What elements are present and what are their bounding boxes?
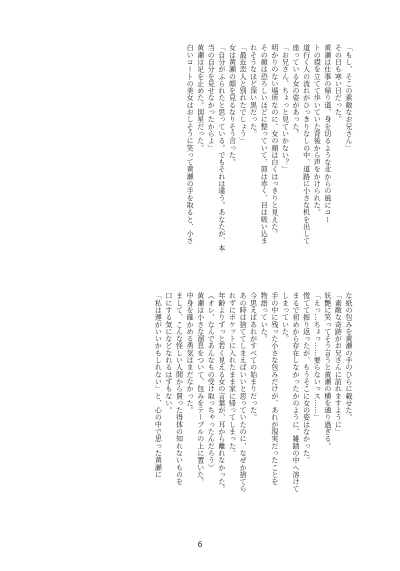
body-text-bottom-section: な紙の包みを黄瀬の手のひらに載せた。 「素敵な奇跡がお兄さんに訪れますように」 妖艶に笑ってそう言うと黄瀬の横を通り過ぎる。 「えっ…ちょっ……要らないっス……」 慌てて振り返ったが、もうそこに女の姿はなかった。 まるで初めから存在しなかったかのように、雑踏の中へ溶けて しまっていた。 手の中に残った小さな包みだけが、あれが現実だったことを 物語っていた。 今思えばあれがすべての始まりだった。 あの時は捨ててしまえばいいと思っていたのに、なぜか捨てら れずにポケットに入れたまま家に帰ってしまった。 年齢よりずっと若く見える女の言葉が、耳から離れなかった。 （オレ、なんであんなもの受け取っちゃったんだろう） 黄瀬は小さな溜息をついて、包みをテーブルの上に置いた。 中身を確かめる勇気はまだなかった。 まして、こんな怪しい人間から買った得体の知れないものを 口にする気になどなれるはずもない。 「私は運がいいかもしれない」と、心の中で思った黄瀬に bbox=[154, 292, 353, 493]
page-number: 6 bbox=[197, 540, 203, 549]
body-text-top-section: 「もし、そこの素敵なお兄さん」 その日も寒い日だった。 黄瀬は仕事の帰り道、身を切るような北からの風にコー トの襟を立てて歩いていた背後から声をかけられた。 道行く人の流れがひっきりなしの中、道路に小さな机を出して 座っている女の姿があった。 「お兄さん、ちょっと見ていかない？」 明かりのない場所なのに、女の顔は白くはっきりと見えた。 その顔は恐ろしいほどに整っていて、唇は赤く、目は吸い込ま れそうなほど深い黒だった。 「最近恋人と別れたでしょう」 女は黄瀬の顔を見るなりそう言った。 「自分がふられたと思っている。でもそれは違う。あなたが、本 当の自分を見せなかったからよ」 黄瀬は足を止めた。図星だった。 白いコートの美女はおしそうに笑って黄瀬の手を取ると、小さ bbox=[186, 44, 353, 252]
